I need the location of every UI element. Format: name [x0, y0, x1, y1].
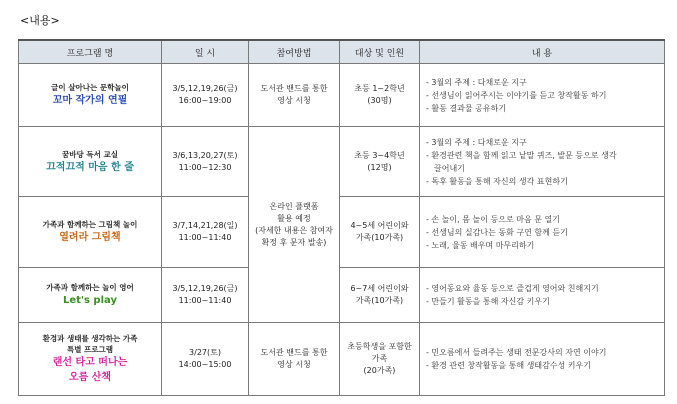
datetime-cell — [162, 127, 249, 197]
method-text: 온라인 플랫폼 — [269, 201, 319, 211]
program-date: 3/27(토) — [189, 348, 221, 357]
target-text: (20가족) — [363, 366, 396, 375]
header-datetime: 일 시 — [162, 40, 249, 64]
target-text: (30명) — [367, 96, 392, 105]
content-cell — [420, 323, 665, 396]
table-header-row — [19, 40, 665, 64]
program-subtitle: 꼬마 작가의 연필 — [52, 95, 128, 106]
program-date: 3/7,14,21,28(일) — [172, 221, 238, 230]
content-line: - 선생님이 읽어주시는 이야기를 듣고 창작활동 하기 — [426, 90, 607, 100]
method-text: (자세한 내용은 참여자 — [255, 225, 333, 235]
program-time: 14:00~15:00 — [178, 360, 232, 369]
content-line: - 선생님의 실감나는 동화 구연 함께 듣기 — [426, 227, 568, 237]
program-subtitle: 끄적끄적 마음 한 줄 — [46, 161, 134, 173]
section-heading: <내용> — [20, 14, 60, 27]
target-cell — [340, 323, 420, 396]
program-name-cell — [19, 323, 162, 396]
content-line: - 환경 관련 창작활동을 통해 생태감수성 키우기 — [426, 361, 591, 370]
table-row — [19, 268, 665, 323]
target-text: 가족(10가족) — [355, 296, 404, 305]
program-date: 3/5,12,19,26(금) — [172, 84, 238, 93]
program-time: 11:00~12:30 — [178, 162, 232, 172]
content-line: - 영어동요와 율동 등으로 즐겁게 영어와 친해지기 — [426, 284, 599, 293]
target-cell — [340, 127, 420, 197]
content-line: - 3월의 주제 : 다채로운 지구 — [426, 77, 527, 87]
program-name-cell — [19, 268, 162, 323]
program-name-cell — [19, 197, 162, 268]
program-subtitle: 오름 산책 — [68, 372, 112, 383]
target-cell — [340, 197, 420, 268]
method-cell-online — [249, 127, 340, 323]
header-target: 대상 및 인원 — [340, 40, 420, 64]
datetime-cell — [162, 197, 249, 268]
program-name-cell — [19, 64, 162, 127]
target-text: (12명) — [367, 162, 392, 172]
program-time: 11:00~11:40 — [178, 233, 232, 242]
program-date: 3/6,13,20,27(토) — [172, 150, 238, 160]
datetime-cell — [162, 323, 249, 396]
program-date: 3/5,12,19,26(금) — [172, 284, 238, 293]
target-text: 초등 1~2학년 — [354, 84, 405, 93]
method-text: 영상 시청 — [277, 96, 311, 105]
content-cell — [420, 64, 665, 127]
content-cell — [420, 127, 665, 197]
datetime-cell — [162, 268, 249, 323]
method-cell — [249, 323, 340, 396]
program-table — [18, 39, 665, 396]
program-title: 가족과 함께하는 그림책 놀이 — [42, 220, 138, 229]
header-method: 참여방법 — [249, 40, 340, 64]
content-line: - 민오름에서 들려주는 생태 전문강사의 자연 이야기 — [426, 348, 607, 357]
target-text: 초등학생을 포함한 — [347, 342, 412, 351]
target-text: 4~5세 어린이와 — [350, 221, 409, 230]
content-line: - 활동 결과물 공유하기 — [426, 103, 507, 113]
content-line: - 손 놀이, 몸 놀이 등으로 마음 문 열기 — [426, 214, 560, 224]
method-text: 영상 시청 — [277, 360, 311, 369]
target-text: 가족(10가족) — [355, 233, 404, 242]
datetime-cell — [162, 64, 249, 127]
program-subtitle: Let's play — [63, 295, 117, 306]
program-name-cell — [19, 127, 162, 197]
method-cell — [249, 64, 340, 127]
program-time: 11:00~11:40 — [178, 296, 232, 305]
method-text: 도서관 밴드를 통한 — [260, 348, 328, 357]
header-content: 내 용 — [420, 40, 665, 64]
method-text: 도서관 밴드를 통한 — [260, 84, 328, 93]
table-row — [19, 127, 665, 197]
method-text: 활용 예정 — [277, 213, 311, 223]
content-cell — [420, 268, 665, 323]
target-text: 가족 — [371, 354, 388, 363]
content-line: - 3월의 주제 : 다채로운 지구 — [426, 137, 527, 147]
table-row — [19, 323, 665, 396]
program-subtitle: 랜선 타고 떠나는 — [52, 357, 128, 368]
table-row — [19, 64, 665, 127]
target-cell — [340, 268, 420, 323]
target-cell — [340, 64, 420, 127]
table-row — [19, 197, 665, 268]
content-cell — [420, 197, 665, 268]
content-line: - 노래, 율동 배우며 마무리하기 — [426, 240, 535, 250]
program-title: 특별 프로그램 — [66, 345, 114, 354]
content-line: 끌어내기 — [434, 163, 465, 173]
target-text: 6~7세 어린이와 — [350, 284, 409, 293]
method-text: 확정 후 문자 발송) — [261, 237, 327, 247]
program-title: 글이 살아나는 문학놀이 — [51, 83, 129, 92]
program-time: 16:00~19:00 — [178, 96, 232, 105]
program-subtitle: 열려라 그림책 — [59, 232, 121, 243]
program-title: 꿈바당 독서 교실 — [62, 149, 118, 159]
program-title: 환경과 생태를 생각하는 가족 — [42, 334, 138, 343]
content-line: - 만들기 활동을 통해 자신감 키우기 — [426, 297, 550, 306]
content-line: - 환경관련 책을 함께 읽고 낱말 퀴즈, 발문 등으로 생각 — [426, 150, 617, 160]
target-text: 초등 3~4학년 — [354, 150, 405, 160]
program-title: 가족과 함께하는 놀이 영어 — [46, 283, 134, 292]
content-line: - 독후 활동을 통해 자신의 생각 표현하기 — [426, 176, 568, 186]
header-program-name: 프로그램 명 — [19, 40, 162, 64]
